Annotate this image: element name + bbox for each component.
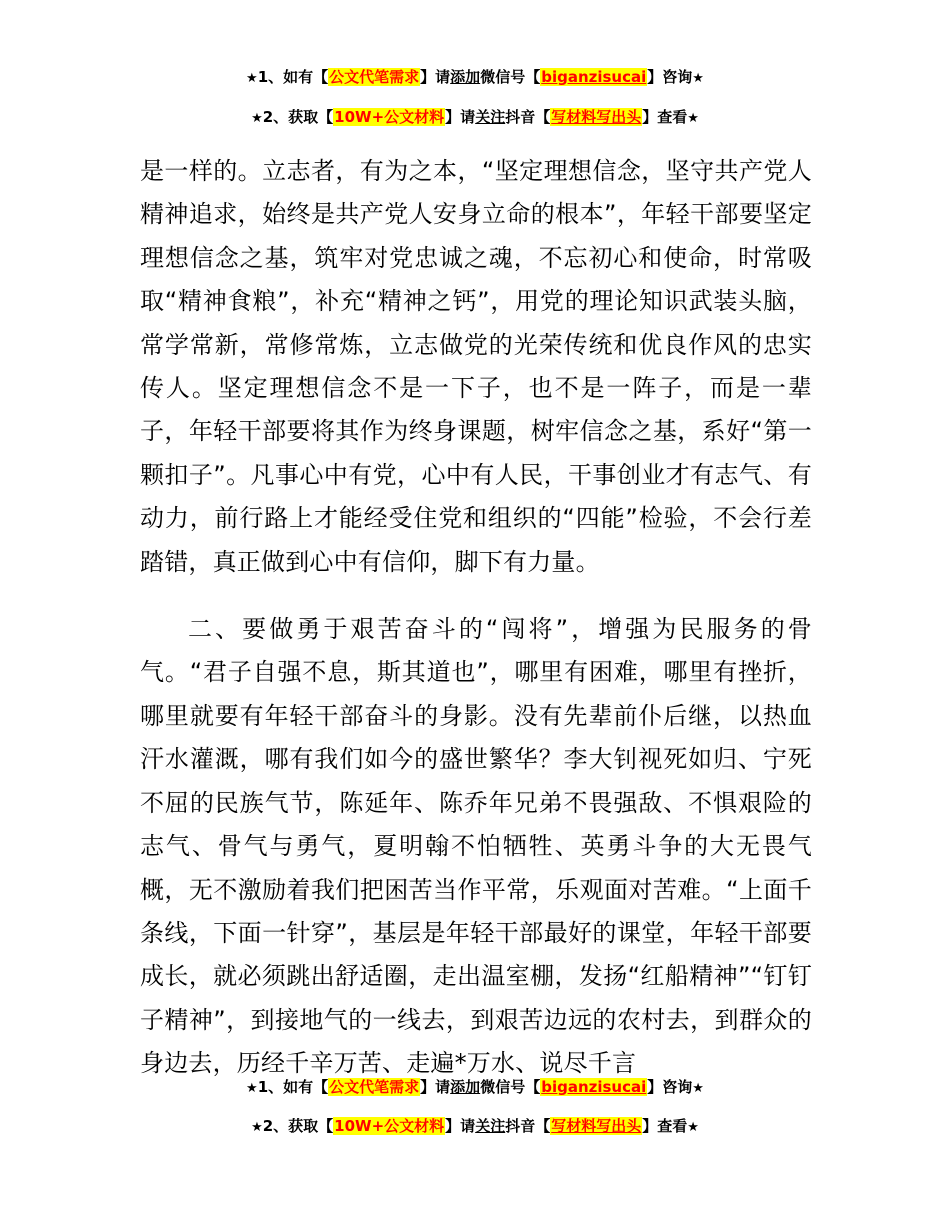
header-line-2-underlined: 关注 [475, 108, 506, 126]
footer-line-2-douyin-account: 写材料写出头 [551, 1117, 642, 1135]
header-line-1-middle-2: 微信号【 [480, 68, 541, 86]
header-line-2-douyin-account: 写材料写出头 [551, 108, 642, 126]
star-icon: ★ [687, 1120, 699, 1135]
header-line-1-middle: 】请 [420, 68, 451, 86]
star-icon: ★ [692, 1081, 704, 1096]
footer-line-1-wechat-id: biganzisucai [541, 1078, 647, 1096]
footer-line-2-suffix: 】查看 [642, 1117, 688, 1135]
header-line-2-prefix: 2、获取【 [262, 108, 334, 126]
document-body [140, 150, 812, 1086]
header-line-1-underlined: 添加 [450, 68, 481, 86]
header-line-2-middle-2: 抖音【 [505, 108, 551, 126]
header-line-2-highlight-materials: 10W+公文材料 [334, 108, 445, 126]
header-line-2 [0, 105, 950, 131]
header-line-1-highlight-service: 公文代笔需求 [329, 68, 420, 86]
star-icon: ★ [251, 111, 263, 126]
footer-line-1-underlined: 添加 [450, 1078, 481, 1096]
star-icon: ★ [251, 1120, 263, 1135]
header-line-1-suffix: 】咨询 [647, 68, 693, 86]
footer-line-2-underlined: 关注 [475, 1117, 506, 1135]
paragraph-spacer [140, 584, 812, 608]
footer-line-1-highlight-service: 公文代笔需求 [329, 1078, 420, 1096]
header-line-1-wechat-id: biganzisucai [541, 68, 647, 86]
star-icon: ★ [687, 111, 699, 126]
footer-line-1-suffix: 】咨询 [647, 1078, 693, 1096]
footer-line-2-middle: 】请 [445, 1117, 476, 1135]
star-icon: ★ [692, 71, 704, 86]
star-icon: ★ [246, 1081, 258, 1096]
star-icon: ★ [246, 71, 258, 86]
header-line-1-prefix: 1、如有【 [257, 68, 329, 86]
header-line-2-suffix: 】查看 [642, 108, 688, 126]
footer-line-1-middle-2: 微信号【 [480, 1078, 541, 1096]
footer-line-2-highlight-materials: 10W+公文材料 [334, 1117, 445, 1135]
body-paragraph-2: 二、要做勇于艰苦奋斗的“闯将”，增强为民服务的骨气。“君子自强不息，斯其道也”，哪里有困难，哪里有挫折，哪里就要有年轻干部奋斗的身影。没有先辈前仆后继，以热血汗水灌溉，哪有我们如今的盛世繁华？李大钊视死如归、宁死不屈的民族气节，陈延年、陈乔年兄弟不畏强敌、不惧艰险的志气、骨气与勇气，夏明翰不怕牺牲、英勇斗争的大无畏气概，无不激励着我们把困苦当作平常，乐观面对苦难。“上面千条线，下面一针穿”，基层是年轻干部最好的课堂，年轻干部要成长，就必须跳出舒适圈，走出温室棚，发扬“红船精神”“钉钉子精神”，到接地气的一线去，到艰苦边远的农村去，到群众的身边去，历经千辛万苦、走遍*万水、说尽千言 [140, 615, 812, 1078]
header-line-2-middle: 】请 [445, 108, 476, 126]
footer-line-1-middle: 】请 [420, 1078, 451, 1096]
footer-line-2-prefix: 2、获取【 [262, 1117, 334, 1135]
footer-line-2-middle-2: 抖音【 [505, 1117, 551, 1135]
footer-line-2 [0, 1114, 950, 1140]
header-line-1 [0, 65, 950, 91]
footer-line-1 [0, 1075, 950, 1101]
footer-line-1-prefix: 1、如有【 [257, 1078, 329, 1096]
body-paragraph-1: 是一样的。立志者，有为之本，“坚定理想信念，坚守共产党人精神追求，始终是共产党人安身立命的根本”，年轻干部要坚定理想信念之基，筑牢对党忠诚之魂，不忘初心和使命，时常吸取“精神食粮”，补充“精神之钙”，用党的理论知识武装头脑，常学常新，常修常炼，立志做党的光荣传统和优良作风的忠实传人。坚定理想信念不是一下子，也不是一阵子，而是一辈子，年轻干部要将其作为终身课题，树牢信念之基，系好“第一颗扣子”。凡事心中有党，心中有人民，干事创业才有志气、有动力，前行路上才能经受住党和组织的“四能”检验，不会行差踏错，真正做到心中有信仰，脚下有力量。 [140, 157, 812, 576]
